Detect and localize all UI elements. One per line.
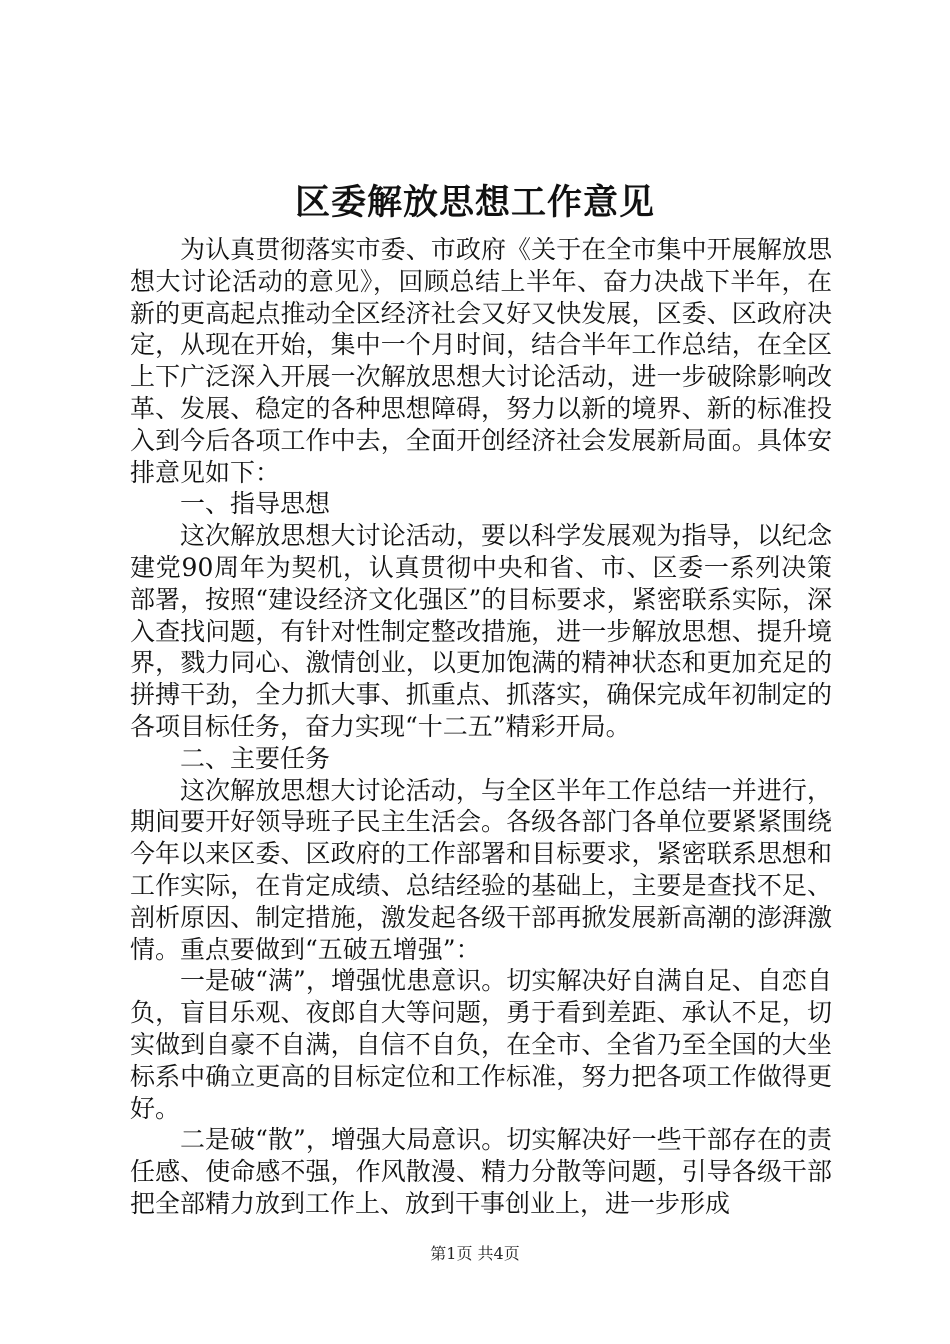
paragraph-task-two: 二是破“散”，增强大局意识。切实解决好一些干部存在的责任感、使命感不强，作风散漫、精力分散等问题，引导各级干部把全部精力放到工作上、放到干事创业上，进一步形成 [130, 1125, 832, 1218]
page-footer: 第1页 共4页 [430, 1244, 520, 1263]
document-title: 区委解放思想工作意见 [294, 182, 655, 223]
paragraph-intro: 为认真贯彻落实市委、市政府《关于在全市集中开展解放思想大讨论活动的意见》，回顾总结上半年、奋力决战下半年，在新的更高起点推动全区经济社会又好又快发展，区委、区政府决定，从现在开始，集中一个月时间，结合半年工作总结，在全区上下广泛深入开展一次解放思想大讨论活动，进一步破除影响改革、发展、稳定的各种思想障碍，努力以新的境界、新的标准投入到今后各项工作中去，全面开创经济社会发展新局面。具体安排意见如下： [130, 235, 832, 487]
document-body [130, 234, 832, 1220]
paragraph-main-tasks: 这次解放思想大讨论活动，与全区半年工作总结一并进行，期间要开好领导班子民主生活会。各级各部门各单位要紧紧围绕今年以来区委、区政府的工作部署和目标要求，紧密联系思想和工作实际，在肯定成绩、总结经验的基础上，主要是查找不足、剖析原因、制定措施，激发起各级干部再掀发展新高潮的澎湃激情。重点要做到“五破五增强”： [130, 775, 832, 964]
paragraph-guiding-ideology: 这次解放思想大讨论活动，要以科学发展观为指导，以纪念建党90周年为契机，认真贯彻中央和省、市、区委一系列决策部署，按照“建设经济文化强区”的目标要求，紧密联系实际，深入查找问题，有针对性制定整改措施，进一步解放思想、提升境界，戮力同心、激情创业，以更加饱满的精神状态和更加充足的拼搏干劲，全力抓大事、抓重点、抓落实，确保完成年初制定的各项目标任务，奋力实现“十二五”精彩开局。 [130, 521, 832, 741]
section-heading-main-tasks: 二、主要任务 [180, 743, 331, 773]
section-heading-guiding-ideology: 一、指导思想 [180, 489, 331, 519]
paragraph-task-one: 一是破“满”，增强忧患意识。切实解决好自满自足、自恋自负，盲目乐观、夜郎自大等问题，勇于看到差距、承认不足，切实做到自豪不自满，自信不自负，在全市、全省乃至全国的大坐标系中确立更高的目标定位和工作标准，努力把各项工作做得更好。 [130, 966, 832, 1123]
